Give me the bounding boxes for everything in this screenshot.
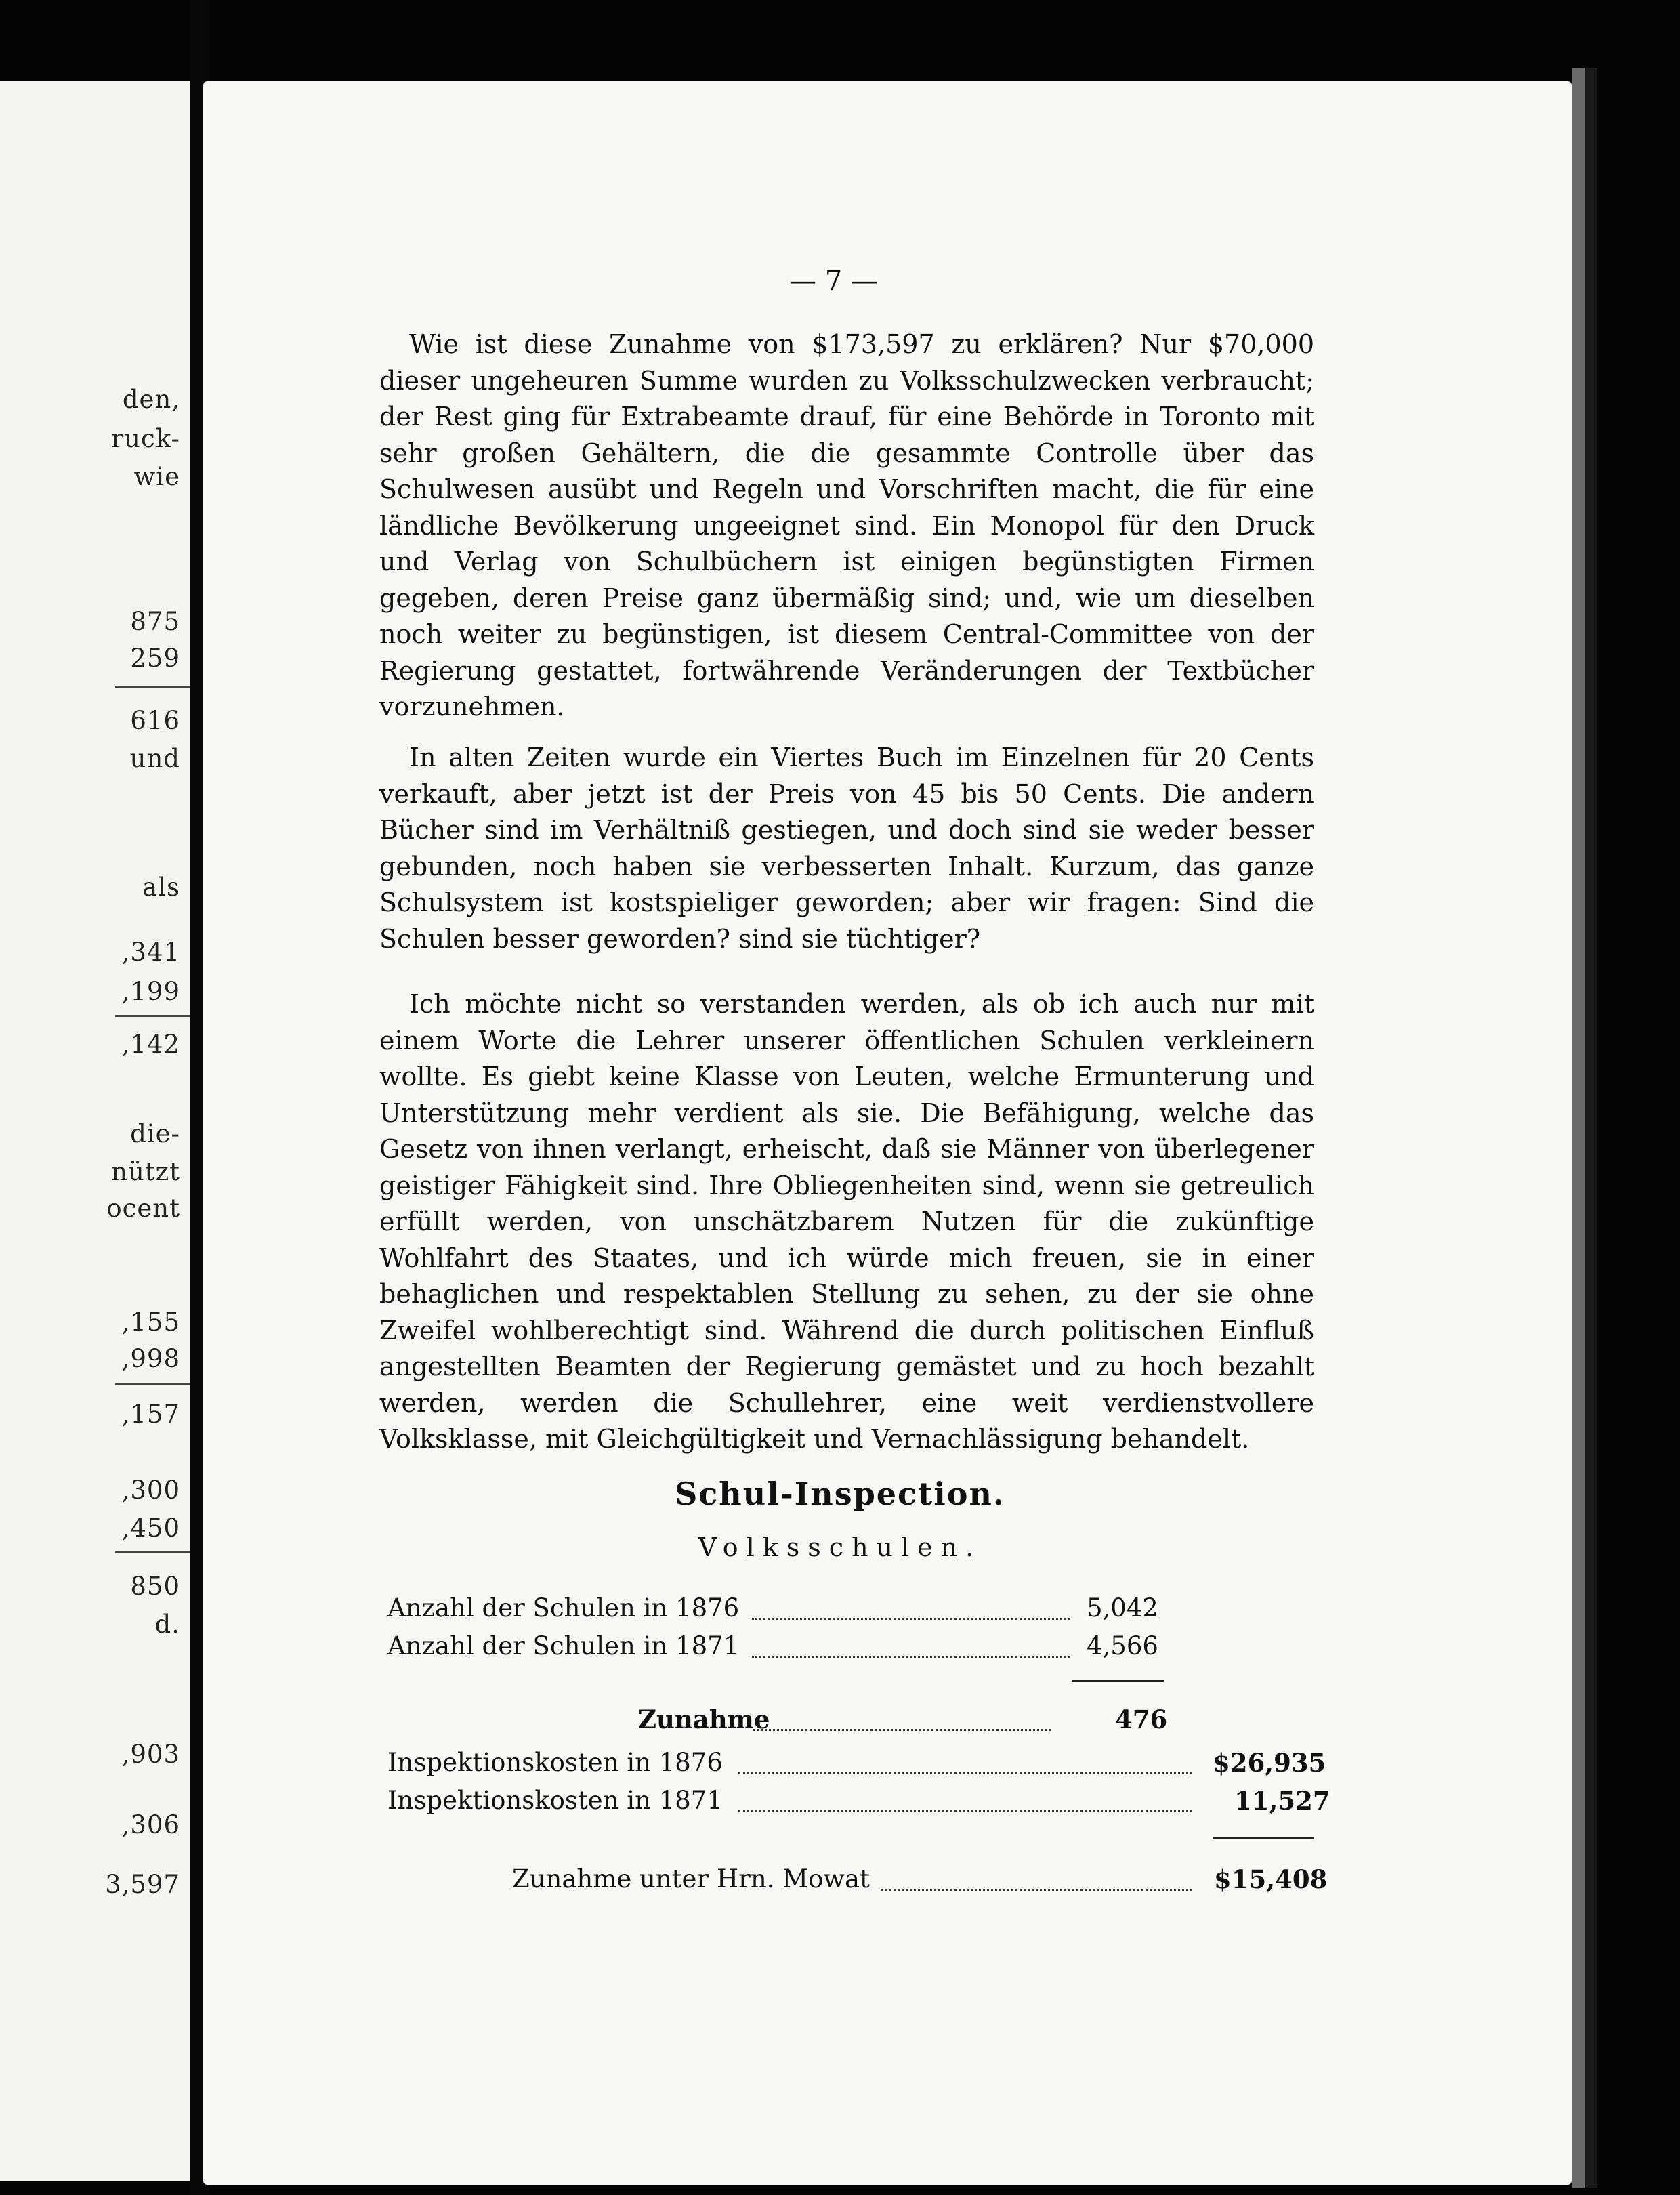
previous-page bbox=[0, 81, 190, 2181]
margin-fragment: ,199 bbox=[121, 977, 180, 1006]
cost-value: 11,527 bbox=[1234, 1786, 1330, 1816]
margin-fragment: 3,597 bbox=[105, 1870, 180, 1899]
section-heading: Schul-Inspection. bbox=[675, 1476, 1005, 1512]
margin-fragment: 875 bbox=[130, 607, 180, 636]
section-subheading: Volksschulen. bbox=[698, 1532, 982, 1562]
cost-value: $26,935 bbox=[1213, 1748, 1326, 1778]
margin-fragment: den, bbox=[122, 385, 180, 414]
margin-fragment: ,341 bbox=[121, 938, 180, 967]
cost-label: Inspektionskosten in 1871 bbox=[387, 1786, 723, 1815]
sum-rule bbox=[1213, 1837, 1314, 1839]
total-value: $15,408 bbox=[1214, 1864, 1328, 1894]
total-label: Zunahme unter Hrn. Mowat bbox=[512, 1864, 870, 1894]
margin-fragment: ,157 bbox=[121, 1400, 180, 1429]
margin-rule bbox=[115, 1383, 190, 1385]
leader-dots bbox=[753, 1729, 1051, 1731]
leader-dots bbox=[752, 1618, 1070, 1620]
cover-edge bbox=[1585, 68, 1597, 2188]
leader-dots bbox=[752, 1656, 1070, 1658]
margin-fragment: ,450 bbox=[121, 1513, 180, 1543]
margin-fragment: ,903 bbox=[121, 1740, 180, 1769]
sum-rule bbox=[1072, 1680, 1164, 1682]
paragraph-1: Wie ist diese Zunahme von $173,597 zu erklären? Nur $70,000 dieser ungeheuren Summe wurden zu Volksschulzwecken verbraucht; der Rest ging für Extrabeamte drauf, für eine Behörde in Toronto mit sehr großen Gehältern, die die gesammte Controlle über das Schulwesen ausübt und Regeln und Vorschriften macht, die für eine ländliche Bevölkerung ungeeignet sind. Ein Monopol für den Druck und Verlag von Schulbüchern ist einigen begünstigten Firmen gegeben, deren Preise ganz übermäßig sind; und, wie um dieselben noch weiter zu begünstigen, ist diesem Central-Committee von der Regierung gestattet, fortwährende Veränderungen der Textbücher vorzunehmen. bbox=[379, 329, 1314, 722]
margin-fragment: ruck- bbox=[111, 424, 180, 453]
margin-fragment: 616 bbox=[130, 706, 180, 735]
margin-rule bbox=[115, 686, 190, 688]
margin-fragment: 850 bbox=[130, 1572, 180, 1601]
margin-fragment: ,998 bbox=[121, 1344, 180, 1373]
margin-fragment: als bbox=[142, 873, 180, 902]
row-value: 5,042 bbox=[1087, 1593, 1158, 1623]
margin-fragment: wie bbox=[133, 462, 180, 491]
page-number: — 7 — bbox=[789, 266, 878, 297]
paragraph-3: Ich möchte nicht so verstanden werden, als ob ich auch nur mit einem Worte die Lehrer unserer öffentlichen Schulen verkleinern wollte. Es giebt keine Klasse von Leuten, welche Ermunterung und Unterstützung mehr verdient als sie. Die Befähigung, welche das Gesetz von ihnen verlangt, erheischt, daß sie Männer von überlegener geistiger Fähigkeit sind. Ihre Obliegenheiten sind, wenn sie getreulich erfüllt werden, von unschätzbarem Nutzen für die zukünftige Wohlfahrt des Staates, und ich würde mich freuen, sie in einer behaglichen und respektablen Stellung zu sehen, zu der sie ohne Zweifel wohlberechtigt sind. Während die durch politischen Einfluß angestellten Beamten der Regierung gemästet und zu hoch bezahlt werden, werden die Schullehrer, eine weit verdienstvollere Volksklasse, mit Gleichgültigkeit und Vernachlässigung behandelt. bbox=[379, 989, 1314, 1454]
margin-fragment: die- bbox=[130, 1119, 180, 1148]
margin-fragment: ocent bbox=[106, 1194, 180, 1223]
increase-value: 476 bbox=[1115, 1705, 1168, 1734]
row-label: Anzahl der Schulen in 1871 bbox=[387, 1631, 740, 1660]
margin-fragment: 259 bbox=[130, 644, 180, 673]
leader-dots bbox=[881, 1889, 1192, 1891]
margin-fragment: ,155 bbox=[121, 1308, 180, 1337]
margin-fragment: ,306 bbox=[121, 1810, 180, 1839]
margin-fragment: ,142 bbox=[121, 1030, 180, 1059]
cost-label: Inspektionskosten in 1876 bbox=[387, 1748, 723, 1777]
margin-fragment: ,300 bbox=[121, 1476, 180, 1505]
row-label: Anzahl der Schulen in 1876 bbox=[387, 1593, 740, 1623]
margin-rule bbox=[115, 1015, 190, 1017]
row-value: 4,566 bbox=[1087, 1631, 1158, 1660]
margin-fragment: und bbox=[129, 744, 180, 773]
page-edge bbox=[1572, 68, 1585, 2188]
margin-fragment: d. bbox=[154, 1610, 180, 1639]
leader-dots bbox=[738, 1810, 1192, 1812]
margin-fragment: nützt bbox=[111, 1157, 180, 1186]
leader-dots bbox=[738, 1772, 1192, 1774]
paragraph-2: In alten Zeiten wurde ein Viertes Buch im Einzelnen für 20 Cents verkauft, aber jetzt ist der Preis von 45 bis 50 Cents. Die andern Bücher sind im Verhältniß gestiegen, und doch sind sie weder besser gebunden, noch haben sie verbesserten Inhalt. Kurzum, das ganze Schulsystem ist kostspieliger geworden; aber wir fragen: Sind die Schulen besser geworden? sind sie tüchtiger? bbox=[379, 743, 1314, 954]
increase-label: Zunahme bbox=[638, 1705, 770, 1734]
